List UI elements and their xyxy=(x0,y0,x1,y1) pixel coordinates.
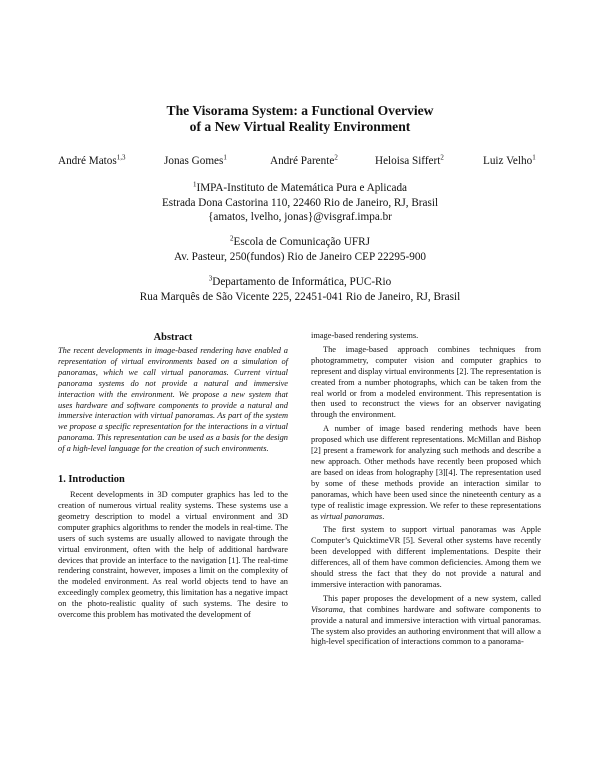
paragraph xyxy=(311,424,541,522)
author-affil-sup: 1 xyxy=(532,153,536,162)
introduction-paragraph: Recent developments in 3D computer graphics has led to the creation of numerous virtual reality systems. These systems use a geometry description to model a virtual environment and 3D computer graphics algorithms to render the models in real-time. The users of such systems are usually allowed to navigate through the virtual environment, often with the help of additional hardware devices that provide an interface to the navigation [1]. The real-time rendering constraint, however, imposes a limit on the complexity of the modeled environment. As real world objects tend to have an exceedingly complex geometry, this limitation has a negative impact on the photo-realistic quality of such systems. The desire to overcome this problem has motivated the development of xyxy=(58,490,288,620)
author-1 xyxy=(58,155,125,168)
affiliation-name: Escola de Comunicação UFRJ xyxy=(233,236,370,248)
author-list xyxy=(58,155,544,171)
right-column xyxy=(311,331,541,648)
title-line-1: The Visorama System: a Functional Overview xyxy=(166,103,434,118)
author-5 xyxy=(483,155,536,168)
abstract-body: The recent developments in image-based rendering have enabled a representation of virtual environments based on a simulation of panoramas, which we call virtual panoramas. Current virtual panorama systems do not provide a natural and immersive interaction with the environment. We propose a new system that uses hardware and software components to provide a natural and immersive interaction with virtual panoramas. As part of the system we propose a specific representation for the interactions in a virtual panorama. This representation can be used as a basis for the design of a high-level language for the creation of such environments. xyxy=(58,346,288,454)
emphasis-term: Visorama xyxy=(311,604,343,614)
affiliation-sup: 3 xyxy=(208,274,213,283)
paragraph-text: . xyxy=(382,511,385,521)
left-column xyxy=(58,331,288,621)
affiliation-3 xyxy=(60,275,540,304)
paragraph-text: A number of image based rendering methods have been proposed which use different representations. McMillan and Bishop [2] present a framework for analyzing such methods and describe a new approach. Other methods have recently been proposed which are based on ideas from holography [3][4]. The representation used by some of these methods provide an interaction similar to panoramas, which have been used since the nineteenth century as a type of realistic image expression. We refer to these representations as xyxy=(311,424,541,521)
affiliation-sup: 2 xyxy=(230,234,234,243)
author-affil-sup: 1,3 xyxy=(116,153,126,162)
affiliation-name: IMPA-Instituto de Matemática Pura e Aplicada xyxy=(196,182,408,194)
author-name: Heloisa Siffert xyxy=(375,155,441,167)
author-3 xyxy=(270,155,338,168)
affiliation-line: Av. Pasteur, 250(fundos) Rio de Janeiro CEP 22295-900 xyxy=(173,250,427,263)
abstract-heading: Abstract xyxy=(153,332,193,343)
introduction-heading: 1. Introduction xyxy=(58,474,125,486)
paragraph-continuation: image-based rendering systems. xyxy=(311,331,419,340)
emphasis-term: virtual panoramas xyxy=(320,511,383,521)
author-affil-sup: 1 xyxy=(223,153,227,162)
affiliation-1 xyxy=(60,181,540,225)
author-affil-sup: 2 xyxy=(334,153,338,162)
paragraph: The first system to support virtual panoramas was Apple Computer’s QuicktimeVR [5]. Several other systems have recently been developped with different implementations. Despite their differences, all of them have common deficiencies. Among them we should stress the fact that they do not provide a natural and immersive interaction with panoramas. xyxy=(311,525,541,589)
paragraph xyxy=(311,594,541,649)
affiliation-sup: 1 xyxy=(192,180,197,189)
author-4 xyxy=(375,155,444,168)
paper-title xyxy=(60,103,540,135)
author-name: André Matos xyxy=(58,155,117,167)
author-2 xyxy=(164,155,227,168)
author-name: Jonas Gomes xyxy=(164,155,224,167)
affiliation-line xyxy=(60,181,540,196)
title-line-2: of a New Virtual Reality Environment xyxy=(189,119,411,134)
paragraph-text: This paper proposes the development of a new system, called xyxy=(323,593,541,603)
author-affil-sup: 2 xyxy=(440,153,444,162)
affiliation-line xyxy=(60,275,540,290)
affiliation-line: Rua Marquês de São Vicente 225, 22451-041 Rio de Janeiro, RJ, Brasil xyxy=(139,290,461,303)
affiliation-2 xyxy=(60,235,540,264)
affiliation-line: Estrada Dona Castorina 110, 22460 Rio de Janeiro, RJ, Brasil xyxy=(161,196,439,209)
affiliation-line xyxy=(60,235,540,250)
paragraph: The image-based approach combines techniques from photogrammetry, computer vision and computer graphics to represent and display virtual environments [2]. The representation is created from a number photographs, which can be taken from the real world or from a modeled environment. This representation is then used to reconstruct the views for an observer navigating through the environment. xyxy=(311,344,541,420)
author-name: André Parente xyxy=(270,155,335,167)
paragraph-text: , that combines hardware and software components to provide a natural and immersive interaction with virtual panoramas. The system also provides an authoring environment that will allow a high-level specification of interactions common to a panorama- xyxy=(311,604,541,647)
affiliation-name: Departamento de Informática, PUC-Rio xyxy=(212,276,392,288)
author-name: Luiz Velho xyxy=(483,155,533,167)
affiliation-email: {amatos, lvelho, jonas}@visgraf.impa.br xyxy=(208,211,392,224)
